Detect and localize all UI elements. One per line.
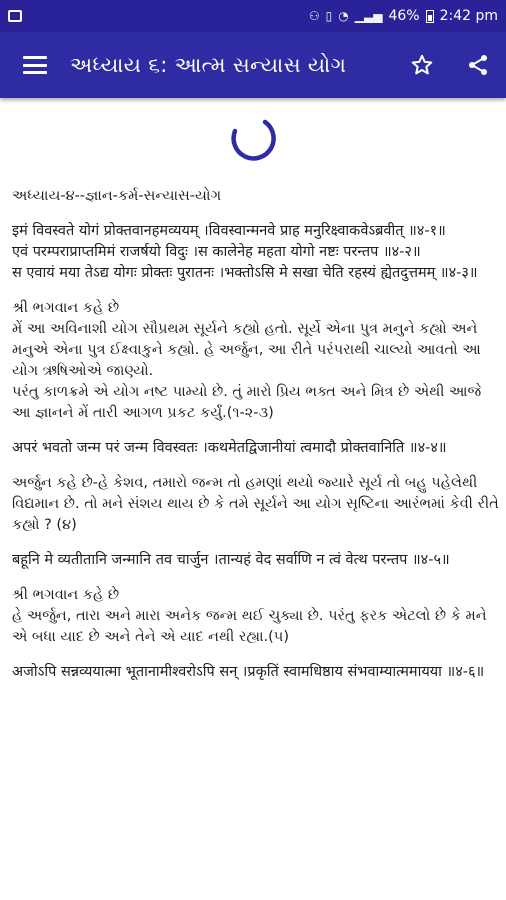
hamburger-menu-icon xyxy=(23,56,47,74)
page-title: અધ્યાય ૬: આત્મ સન્યાસ યોગ xyxy=(70,52,347,77)
app-bar xyxy=(0,32,506,98)
bluetooth-icon: ⚇ xyxy=(308,9,320,23)
favorite-button[interactable] xyxy=(394,32,450,98)
signal-icon: ▁▃▅ xyxy=(354,9,383,23)
meaning-text: પરંતુ કાળક્રમે એ યોગ નષ્ટ પામ્યો છે. તું મારો પ્રિય ભક્ત અને મિત્ર છે એથી આજે આ જ્ઞાનને મેં તારી આગળ પ્રકટ કર્યું.(૧-૨-૩) xyxy=(12,384,482,421)
vibrate-icon: ▯ xyxy=(325,9,333,23)
chapter-content xyxy=(12,186,500,697)
meaning-text: મેં આ અવિનાશી યોગ સૌપ્રથમ સૂર્યને કહ્યો હતો. સૂર્યે એના પુત્ર મનુને કહ્યો અને મનુએ એના પુત્ર ઈક્ષ્વાકુને કહ્યો. હે અર્જુન, આ રીતે પરંપરાથી ચાલ્યો આવતો આ યોગ ઋષિઓએ જાણ્યો. xyxy=(12,321,481,379)
verse-4: अपरं भवतो जन्म परं जन्म विवस्वतः ।कथमेतद्विजानीयां त्वमादौ प्रोक्तवानिति ॥४-४॥ xyxy=(12,440,447,456)
verse-3: स एवायं मया तेऽद्य योगः प्रोक्तः पुरातनः ।भक्तोऽसि मे सखा चेति रहस्यं ह्येतदुत्तमम् ॥४-३॥ xyxy=(12,265,478,281)
share-icon xyxy=(466,53,490,77)
battery-icon xyxy=(426,10,434,23)
loading-area xyxy=(0,98,506,178)
speaker-label: શ્રી ભગવાન કહે છે xyxy=(12,300,120,316)
verse-2: एवं परम्पराप्राप्तमिमं राजर्षयो विदुः ।स कालेनेह महता योगो नष्टः परन्तप ॥४-२॥ xyxy=(12,244,421,260)
battery-percent: 46% xyxy=(388,8,420,24)
meaning-paragraph: અર્જુન કહે છે-હે કેશવ, તમારો જન્મ તો હમણાં થયો જ્યારે સૂર્ય તો બહુ પહેલેથી વિદ્યમાન છે. તો મને સંશય થાય છે કે તમે સૂર્યને આ યોગ સૃષ્ટિના આરંભમાં કેવી રીતે કહ્યો ? (૪) xyxy=(12,475,499,533)
speaker-label: શ્રી ભગવાન કહે છે xyxy=(12,587,120,603)
verse-1: इमं विवस्वते योगं प्रोक्तवानहमव्ययम् ।विवस्वान्मनवे प्राह मनुरिक्ष्वाकवेऽब्रवीत् ॥४-१॥ xyxy=(12,223,446,239)
verse-text xyxy=(12,263,500,284)
star-outline-icon xyxy=(410,53,434,77)
image-notification-icon xyxy=(8,10,22,22)
wifi-icon: ◔ xyxy=(338,9,349,23)
meaning-paragraph xyxy=(12,298,500,424)
share-button[interactable] xyxy=(450,32,506,98)
verse-5: बहूनि मे व्यतीतानि जन्मानि तव चार्जुन ।तान्यहं वेद सर्वाणि न त्वं वेत्थ परन्तप ॥४-५॥ xyxy=(12,552,450,568)
verse-text xyxy=(12,242,500,263)
menu-button[interactable] xyxy=(0,32,70,98)
meaning-text: હે અર્જુન, તારા અને મારા અનેક જન્મ થઈ ચુક્યા છે. પરંતુ ફરક એટલો છે કે મને એ બધા યાદ છે અને તેને એ યાદ નથી રહ્યા.(૫) xyxy=(12,608,487,645)
verse-6: अजोऽपि सन्नव्ययात्मा भूतानामीश्वरोऽपि सन् ।प्रकृतिं स्वामधिष्ठाय संभवाम्यात्ममायया ॥४-६॥ xyxy=(12,664,485,680)
status-bar xyxy=(0,0,506,32)
chapter-heading: અધ્યાય-૪--જ્ઞાન-કર્મ-સન્યાસ-યોગ xyxy=(12,188,222,204)
clock: 2:42 pm xyxy=(439,8,498,24)
loading-spinner-icon xyxy=(226,111,280,165)
verse-text xyxy=(12,221,500,242)
meaning-paragraph xyxy=(12,585,500,648)
